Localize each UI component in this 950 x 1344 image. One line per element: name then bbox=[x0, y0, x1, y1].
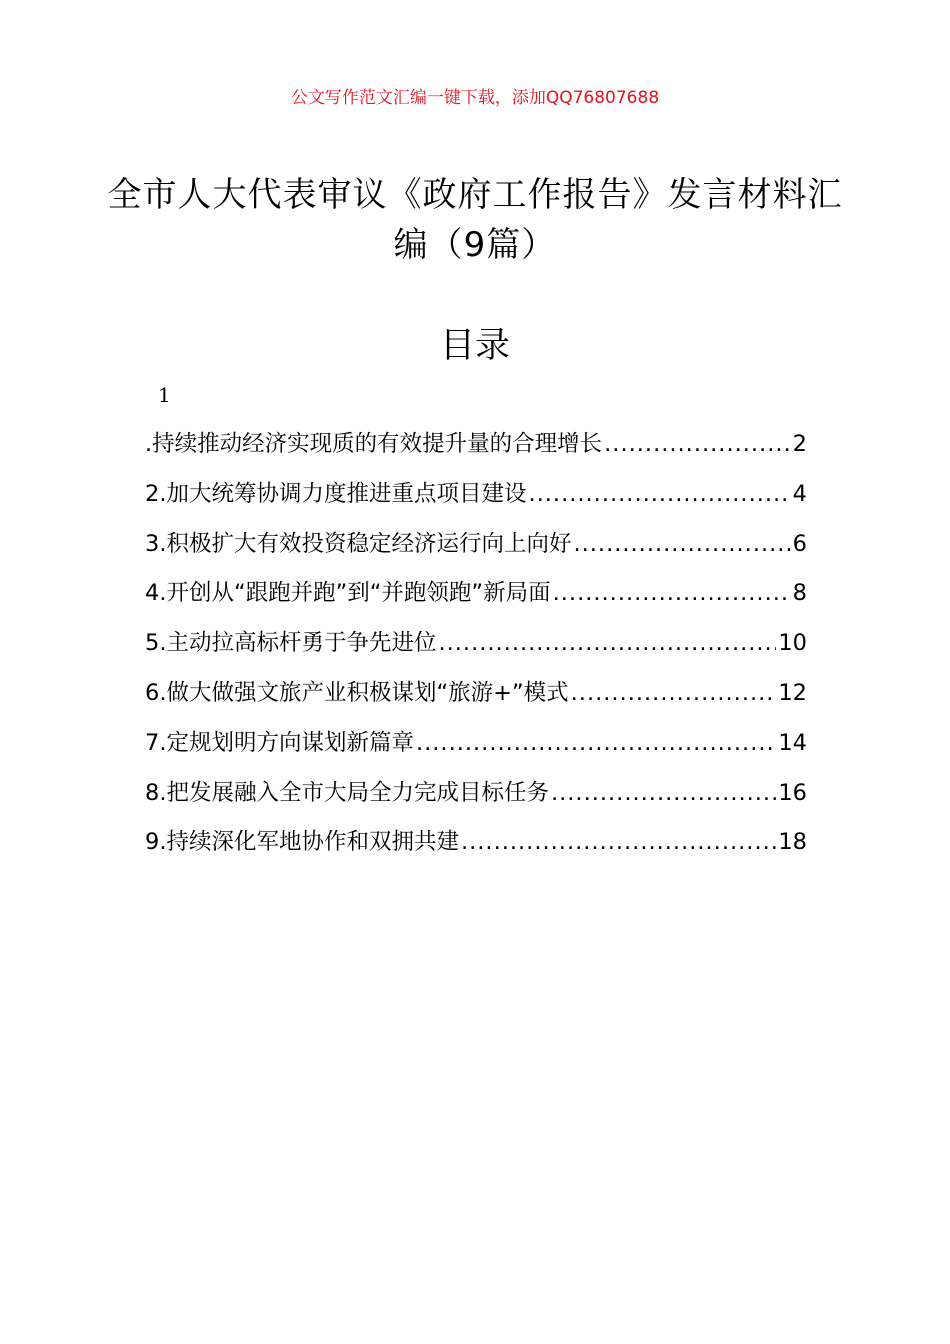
toc-entry-title: 4.开创从“跟跑并跑”到“并跑领跑”新局面 bbox=[145, 580, 551, 607]
toc-entry-page: 12 bbox=[778, 679, 807, 706]
dot-leader bbox=[461, 823, 776, 861]
toc-entry-title: .持续推动经济实现质的有效提升量的合理增长 bbox=[145, 431, 603, 457]
dot-leader bbox=[604, 425, 791, 463]
toc-entry-1[interactable] bbox=[145, 425, 807, 475]
dot-leader bbox=[573, 525, 790, 563]
dot-leader bbox=[528, 475, 790, 513]
toc-entry-page: 2 bbox=[792, 431, 807, 457]
toc-entry-title: 6.做大做强文旅产业积极谋划“旅游+”模式 bbox=[145, 679, 569, 706]
toc-entry-title: 8.把发展融入全市大局全力完成目标任务 bbox=[145, 779, 549, 806]
toc-entry-page: 16 bbox=[778, 779, 807, 806]
toc-heading: 目录 bbox=[439, 326, 510, 366]
toc-entry-page: 6 bbox=[792, 530, 807, 557]
toc-entry-page: 4 bbox=[792, 480, 807, 507]
toc-entry-title: 5.主动拉高标杆勇于争先进位 bbox=[145, 630, 437, 657]
toc-entry-2[interactable] bbox=[145, 475, 807, 525]
dot-leader bbox=[416, 724, 776, 762]
page-marker: 1 bbox=[158, 383, 171, 407]
toc-entry-title: 7.定规划明方向谋划新篇章 bbox=[145, 729, 414, 756]
toc-entry-page: 18 bbox=[778, 829, 807, 856]
toc-entry-5[interactable] bbox=[145, 624, 807, 674]
dot-leader bbox=[551, 774, 776, 812]
toc-entry-page: 14 bbox=[778, 729, 807, 756]
download-banner: 公文写作范文汇编一键下载，添加QQ76807688 bbox=[290, 88, 660, 108]
table-of-contents bbox=[145, 425, 807, 873]
toc-entry-6[interactable] bbox=[145, 674, 807, 724]
dot-leader bbox=[438, 624, 776, 662]
dot-leader bbox=[553, 574, 791, 612]
toc-entry-4[interactable] bbox=[145, 574, 807, 624]
toc-entry-page: 10 bbox=[778, 630, 807, 657]
document-title: 全市人大代表审议《政府工作报告》发言材料汇编（9篇） bbox=[107, 175, 843, 265]
toc-entry-9[interactable] bbox=[145, 823, 807, 873]
dot-leader bbox=[571, 674, 777, 712]
toc-entry-8[interactable] bbox=[145, 774, 807, 824]
toc-entry-7[interactable] bbox=[145, 724, 807, 774]
toc-entry-3[interactable] bbox=[145, 525, 807, 575]
toc-entry-title: 3.积极扩大有效投资稳定经济运行向上向好 bbox=[145, 530, 572, 557]
toc-entry-page: 8 bbox=[792, 580, 807, 607]
toc-entry-title: 2.加大统筹协调力度推进重点项目建设 bbox=[145, 480, 527, 507]
toc-entry-title: 9.持续深化军地协作和双拥共建 bbox=[145, 829, 459, 856]
